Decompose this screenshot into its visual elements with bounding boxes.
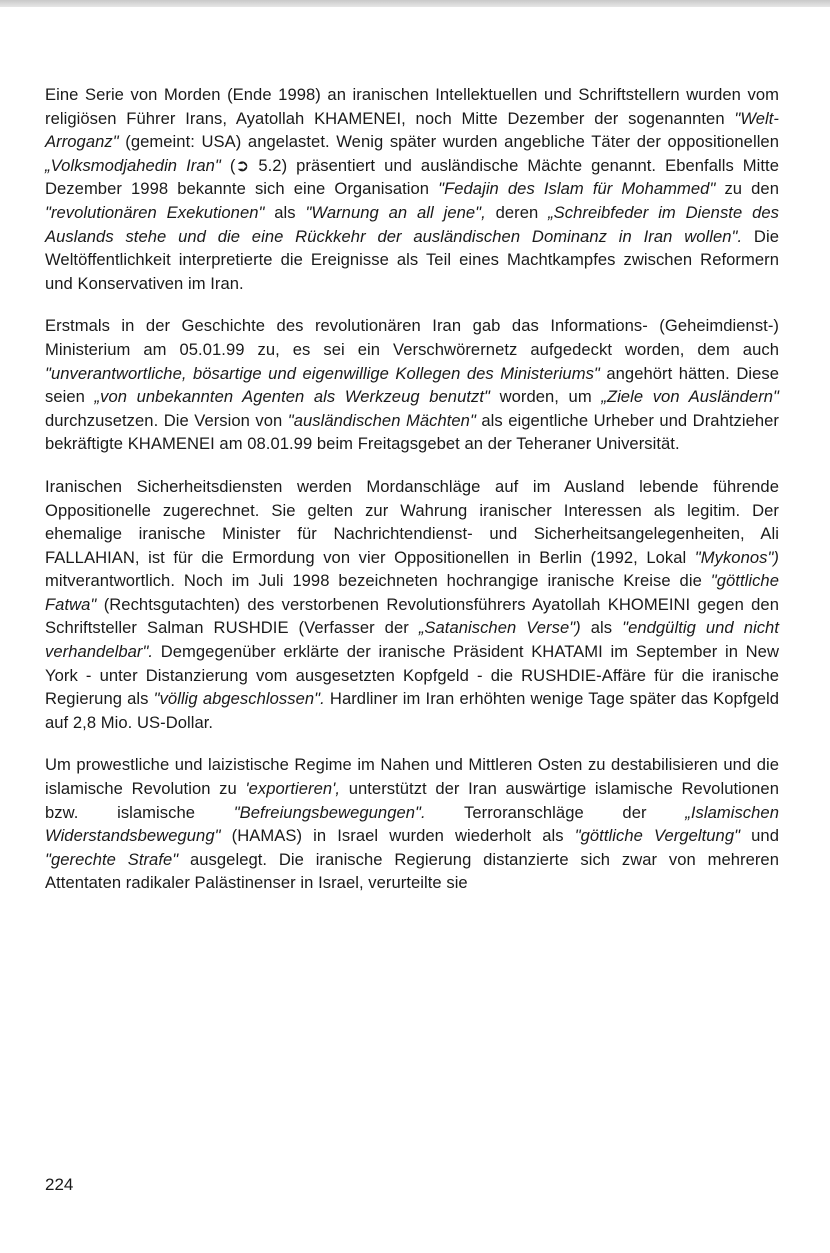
page-number: 224	[45, 1175, 74, 1194]
italic-text-run: "Welt-Arroganz"	[45, 108, 779, 152]
italic-text-run: "unverantwortliche, bösartige und eigenwillige Kollegen des Ministeriums"	[45, 363, 600, 383]
italic-text-run: "endgültig und nicht verhandelbar".	[45, 618, 779, 662]
italic-text-run: "göttliche Vergeltung"	[574, 826, 741, 846]
text-run: Eine Serie von Morden (Ende 1998) an iranischen Intellektuellen und Schriftstellern wurden vom religiösen Führer Irans, Ayatollah KHAMENEI, noch Mitte Dezember der sogenannten	[45, 85, 779, 128]
italic-text-run: „Schreibfeder im Dienste des Auslands stehe und die eine Rückkehr der ausländischen Dominanz in Iran wollen".	[45, 202, 779, 246]
text-run: ausgelegt. Die iranische Regierung distanzierte sich zwar von mehreren Attentaten radikaler Palästinenser in Israel, verurteilte sie	[45, 849, 779, 893]
text-run: als eigentliche Urheber und Drahtzieher bekräftigte KHAMENEI am 08.01.99 beim Freitagsgebet an der Teheraner Universität.	[45, 410, 780, 454]
italic-text-run: „Volksmodjahedin Iran"	[45, 155, 221, 175]
italic-text-run: „Ziele von Ausländern"	[601, 387, 779, 407]
italic-text-run: "ausländischen Mächten"	[287, 410, 476, 430]
text-run: und	[740, 826, 779, 846]
text-run: (Rechtsgutachten) des verstorbenen Revolutionsführers Ayatollah KHOMEINI gegen den Schriftsteller Salman RUSHDIE (Verfasser der	[45, 594, 779, 638]
italic-text-run: "revolutionären Exekutionen"	[45, 202, 265, 222]
text-run: (➲ 5.2) präsentiert und ausländische Mächte genannt. Ebenfalls Mitte Dezember 1998 bekannte sich eine Organisation	[45, 155, 779, 199]
text-run: Erstmals in der Geschichte des revolutionären Iran gab das Informations- (Geheimdienst-) Ministerium am 05.01.99 zu, es sei ein Verschwörernetz aufgedeckt worden, dem auch	[45, 316, 779, 359]
paragraph-1	[45, 83, 779, 295]
italic-text-run: 'exportieren',	[245, 779, 341, 799]
text-run: als	[264, 202, 306, 222]
italic-text-run: „Satanischen Verse")	[418, 618, 581, 638]
paragraph-3	[45, 475, 779, 735]
italic-text-run: "völlig abgeschlossen".	[153, 689, 325, 709]
text-run: Die Weltöffentlichkeit interpretierte die Ereignisse als Teil eines Machtkampfes zwischen Reformern und Konservativen im Iran.	[45, 226, 779, 293]
text-run: mitverantwortlich. Noch im Juli 1998 bezeichneten hochrangige iranische Kreise die	[45, 571, 711, 591]
italic-text-run: „Islamischen Widerstandsbewegung"	[45, 802, 779, 846]
text-run: (gemeint: USA) angelastet. Wenig später wurden angebliche Täter der oppositionellen	[118, 132, 779, 152]
text-run: unterstützt der Iran auswärtige islamische Revolutionen bzw. islamische	[45, 779, 779, 822]
text-run: durchzusetzen. Die Version von	[45, 410, 288, 430]
italic-text-run: "Warnung an all jene",	[305, 202, 486, 222]
text-run: (HAMAS) in Israel wurden wiederholt als	[220, 826, 575, 846]
text-run: angehört hätten. Diese seien	[45, 363, 779, 407]
italic-text-run: "Befreiungsbewegungen".	[233, 802, 426, 822]
text-run: Hardliner im Iran erhöhten wenige Tage später das Kopfgeld auf 2,8 Mio. US-Dollar.	[45, 689, 780, 732]
text-run: Iranischen Sicherheitsdiensten werden Mordanschläge auf im Ausland lebende führende Oppositionelle zugerechnet. Sie gelten zur Wahrung iranischer Interessen als legitim. Der ehemalige iranische Minister für Nachrichtendienst- und Sicherheitsangelegenheiten, Ali FALLAHIAN, ist für die Ermordung von vier Oppositionellen in Berlin (1992, Lokal	[45, 476, 779, 567]
italic-text-run: "Fedajin des Islam für Mohammed"	[438, 179, 716, 199]
page-top-rule	[0, 0, 830, 7]
italic-text-run: "gerechte Strafe"	[45, 849, 179, 869]
text-run: Demgegenüber erklärte der iranische Präsident KHATAMI im September in New York - unter Distanzierung vom ausgesetzten Kopfgeld - die RUSHDIE-Affäre für die iranische Regierung als	[45, 642, 779, 709]
text-run: deren	[485, 202, 549, 222]
italic-text-run: "Mykonos")	[694, 547, 779, 567]
paragraph-2	[45, 314, 779, 456]
document-body	[45, 83, 779, 914]
text-run: als	[580, 618, 623, 638]
text-run: worden, um	[489, 387, 602, 407]
text-run: zu den	[715, 179, 779, 199]
text-run: Terroranschläge der	[425, 802, 686, 822]
paragraph-4	[45, 753, 779, 895]
text-run: Um prowestliche und laizistische Regime im Nahen und Mittleren Osten zu destabilisieren und die islamische Revolution zu	[45, 755, 779, 799]
italic-text-run: „von unbekannten Agenten als Werkzeug benutzt"	[94, 387, 490, 407]
italic-text-run: "göttliche Fatwa"	[45, 571, 779, 614]
